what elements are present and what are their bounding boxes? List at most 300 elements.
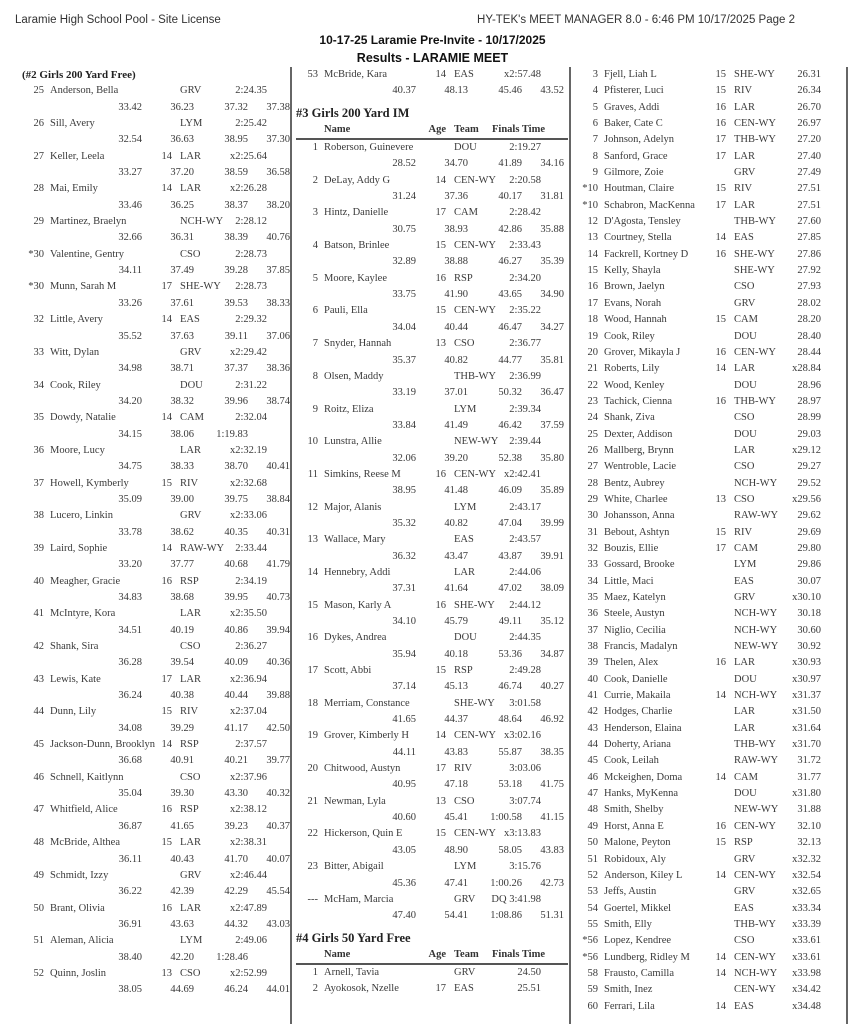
time-header: Finals Time xyxy=(492,123,545,135)
split-4: 39.94 xyxy=(266,624,290,636)
swimmer-name: Olsen, Maddy xyxy=(324,370,384,382)
place: 48 xyxy=(587,804,598,816)
swimmer-name: Brown, Jaelyn xyxy=(604,281,665,293)
result-row xyxy=(296,303,568,319)
split-2: 43.63 xyxy=(170,918,194,930)
place: 30 xyxy=(587,510,598,522)
column-header-row xyxy=(296,947,568,965)
team: DOU xyxy=(734,788,757,800)
swimmer-name: Hickerson, Quin E xyxy=(324,828,403,840)
split-2: 48.90 xyxy=(444,844,468,856)
team: THB-WY xyxy=(734,216,776,228)
swimmer-name: DeLay, Addy G xyxy=(324,174,391,186)
place: 3 xyxy=(312,207,318,219)
place: 3 xyxy=(592,69,598,80)
age: 16 xyxy=(161,804,172,816)
finals-time: 32.10 xyxy=(797,820,821,832)
team: CSO xyxy=(734,935,755,947)
swimmer-name: Wallace, Mary xyxy=(324,534,386,546)
result-row xyxy=(22,966,290,982)
swimmer-name: Cook, Danielle xyxy=(604,673,668,685)
result-row xyxy=(22,312,290,328)
swimmer-name: Steele, Austyn xyxy=(604,608,665,620)
splits-row xyxy=(22,100,290,116)
split-2: 47.18 xyxy=(444,779,468,791)
team: CEN-WY xyxy=(454,828,496,840)
split-3: 39.28 xyxy=(224,265,248,277)
swimmer-name: Grover, Kimberly H xyxy=(324,730,410,742)
finals-time: x32.32 xyxy=(792,853,821,865)
swimmer-name: Hintz, Danielle xyxy=(324,207,389,219)
team: EAS xyxy=(734,575,754,587)
age: 13 xyxy=(435,795,446,807)
split-3: 39.53 xyxy=(224,297,248,309)
place: 54 xyxy=(587,902,598,914)
result-row xyxy=(576,132,848,148)
splits-row xyxy=(296,156,568,172)
result-row xyxy=(576,361,848,377)
team: LAR xyxy=(734,657,755,669)
split-4: 34.27 xyxy=(540,321,564,333)
team: RSP xyxy=(180,739,199,751)
finals-time: x2:57.48 xyxy=(503,69,541,80)
team: CEN-WY xyxy=(734,951,776,963)
split-4: 39.77 xyxy=(266,755,290,767)
age: 16 xyxy=(715,657,726,669)
split-1: 36.87 xyxy=(118,820,142,832)
split-3: 52.38 xyxy=(498,452,522,464)
split-2: 36.31 xyxy=(170,232,194,244)
place: 26 xyxy=(33,118,44,130)
splits-row xyxy=(296,712,568,728)
splits-row xyxy=(22,492,290,508)
place: 38 xyxy=(33,510,44,522)
age: 14 xyxy=(715,967,726,979)
result-row xyxy=(576,345,848,361)
team: EAS xyxy=(734,232,754,244)
team: CAM xyxy=(734,314,758,326)
place: 44 xyxy=(33,706,44,718)
team: NCH-WY xyxy=(734,624,778,636)
result-row xyxy=(576,950,848,966)
split-4: 45.54 xyxy=(266,886,290,898)
finals-time: x2:32.68 xyxy=(229,477,267,489)
split-3: 46.24 xyxy=(224,984,248,996)
result-row xyxy=(576,590,848,606)
swimmer-name: Bentz, Aubrey xyxy=(604,477,665,489)
finals-time: x31.37 xyxy=(792,690,821,702)
team: LYM xyxy=(454,501,477,513)
split-2: 48.13 xyxy=(444,85,468,97)
splits-row xyxy=(22,819,290,835)
split-4: 39.91 xyxy=(540,550,564,562)
split-1: 35.09 xyxy=(118,493,142,505)
swimmer-name: Little, Avery xyxy=(50,314,103,326)
split-3: 39.96 xyxy=(224,395,248,407)
split-3: 38.95 xyxy=(224,134,248,146)
result-row xyxy=(296,532,568,548)
place: 41 xyxy=(587,690,598,702)
finals-time: x2:37.96 xyxy=(229,771,267,783)
finals-time: 28.97 xyxy=(797,395,821,407)
split-1: 32.89 xyxy=(392,256,416,268)
finals-time: 2:28.12 xyxy=(235,216,267,228)
team: LAR xyxy=(180,183,201,195)
split-2: 43.83 xyxy=(444,746,468,758)
split-2: 37.36 xyxy=(444,191,468,203)
swimmer-name: Jackson-Dunn, Brooklyn xyxy=(50,739,155,751)
age: 14 xyxy=(161,542,172,554)
place: 29 xyxy=(587,493,598,505)
team: SHE-WY xyxy=(454,697,495,709)
result-row xyxy=(576,966,848,982)
swimmer-name: Evans, Norah xyxy=(604,297,662,309)
split-4: 38.84 xyxy=(266,493,290,505)
team: LAR xyxy=(734,706,755,718)
result-row xyxy=(576,541,848,557)
split-2: 47.41 xyxy=(444,877,468,889)
swimmer-name: Tachick, Cienna xyxy=(604,395,673,407)
result-row xyxy=(576,214,848,230)
split-2: 36.25 xyxy=(170,199,194,211)
result-row xyxy=(576,672,848,688)
result-row xyxy=(296,238,568,254)
split-3: 47.04 xyxy=(498,517,522,529)
finals-time: 30.60 xyxy=(797,624,821,636)
team: RSP xyxy=(180,804,199,816)
team: RIV xyxy=(734,526,753,538)
swimmer-name: Batson, Brinlee xyxy=(324,240,390,252)
result-row xyxy=(576,198,848,214)
place: 9 xyxy=(592,167,598,179)
place: 29 xyxy=(33,216,44,228)
splits-row xyxy=(296,647,568,663)
split-1: 36.91 xyxy=(118,918,142,930)
split-2: 38.71 xyxy=(170,363,194,375)
swimmer-name: Francis, Madalyn xyxy=(604,641,678,653)
finals-time: 2:36.99 xyxy=(509,370,541,382)
team: THB-WY xyxy=(734,739,776,751)
column-divider xyxy=(569,67,571,1024)
result-row xyxy=(22,345,290,361)
place: 7 xyxy=(592,134,598,146)
column-3 xyxy=(576,67,848,1015)
place: 9 xyxy=(312,403,318,415)
split-4: 40.73 xyxy=(266,592,290,603)
finals-time: x31.64 xyxy=(792,722,821,734)
finals-time: 2:49.06 xyxy=(235,935,267,947)
splits-row xyxy=(22,165,290,181)
swimmer-name: Wentroble, Lacie xyxy=(604,461,677,473)
finals-time: 27.51 xyxy=(797,199,821,211)
place: 36 xyxy=(33,444,44,456)
team: EAS xyxy=(454,983,474,995)
swimmer-name: Snyder, Hannah xyxy=(324,338,392,350)
place: 36 xyxy=(587,608,598,620)
finals-time: 28.96 xyxy=(797,379,821,391)
finals-time: 28.20 xyxy=(797,314,821,326)
result-row xyxy=(22,574,290,590)
age: 14 xyxy=(161,314,172,326)
finals-time: x33.98 xyxy=(792,967,821,979)
finals-time: 2:19.27 xyxy=(509,142,541,154)
name-header: Name xyxy=(324,948,351,960)
place: 55 xyxy=(587,918,598,930)
team: RAW-WY xyxy=(734,755,779,767)
team: GRV xyxy=(454,893,476,905)
split-3: 44.32 xyxy=(224,918,248,930)
swimmer-name: White, Charlee xyxy=(604,493,668,505)
split-2: 40.82 xyxy=(444,354,468,366)
team: LAR xyxy=(180,608,201,620)
place: 23 xyxy=(587,395,598,407)
split-1: 34.04 xyxy=(392,321,416,333)
split-4: 51.31 xyxy=(540,910,564,922)
splits-row xyxy=(22,721,290,737)
split-3: 40.35 xyxy=(224,526,248,538)
age: 15 xyxy=(715,314,726,326)
team: LAR xyxy=(734,363,755,375)
split-2: 41.49 xyxy=(444,419,468,431)
finals-time: x2:25.64 xyxy=(229,150,267,162)
place: 33 xyxy=(587,559,598,571)
swimmer-name: Schmidt, Izzy xyxy=(50,869,109,881)
swimmer-name: Smith, Inez xyxy=(604,984,653,996)
result-row xyxy=(576,525,848,541)
swimmer-name: Ayokosok, Nzelle xyxy=(324,983,399,995)
finals-time: 28.99 xyxy=(797,412,821,424)
age: 15 xyxy=(435,305,446,317)
split-4: 42.73 xyxy=(540,877,564,889)
team: CEN-WY xyxy=(734,118,776,130)
result-row xyxy=(576,770,848,786)
split-4: 35.39 xyxy=(540,256,564,268)
splits-row xyxy=(22,459,290,475)
finals-time: x2:32.19 xyxy=(229,444,267,456)
split-1: 37.14 xyxy=(392,681,416,693)
splits-row xyxy=(22,361,290,377)
team: CEN-WY xyxy=(734,820,776,832)
split-3: 46.09 xyxy=(498,485,522,497)
age: 14 xyxy=(161,150,172,162)
split-3: 1:00.26 xyxy=(490,877,522,889)
place: 59 xyxy=(587,984,598,996)
finals-time: x32.54 xyxy=(792,869,821,881)
age: 15 xyxy=(715,69,726,80)
place: 47 xyxy=(33,804,44,816)
split-4: 42.50 xyxy=(266,722,290,734)
age: 14 xyxy=(715,363,726,375)
splits-row xyxy=(296,353,568,369)
result-row xyxy=(296,598,568,614)
result-row xyxy=(22,541,290,557)
place: 21 xyxy=(587,363,598,375)
swimmer-name: Valentine, Gentry xyxy=(50,248,125,260)
split-1: 33.46 xyxy=(118,199,142,211)
finals-time: 27.86 xyxy=(797,248,821,260)
finals-time: 27.40 xyxy=(797,150,821,162)
result-row xyxy=(576,688,848,704)
finals-time: 27.92 xyxy=(797,265,821,277)
split-4: 40.37 xyxy=(266,820,290,832)
swimmer-name: Lunstra, Allie xyxy=(324,436,382,448)
split-4: 43.52 xyxy=(540,85,564,97)
place: 4 xyxy=(312,240,318,252)
age: 14 xyxy=(715,951,726,963)
team: GRV xyxy=(180,85,202,97)
age: 14 xyxy=(161,739,172,751)
split-3: 41.89 xyxy=(498,158,522,170)
finals-time: 2:43.57 xyxy=(509,534,541,546)
swimmer-name: Baker, Cate C xyxy=(604,118,663,130)
place: 47 xyxy=(587,788,598,800)
place: 13 xyxy=(307,534,318,546)
result-row xyxy=(576,410,848,426)
result-row xyxy=(22,737,290,753)
result-row xyxy=(296,402,568,418)
place: 52 xyxy=(587,869,598,881)
finals-time: 29.62 xyxy=(797,510,821,522)
result-row xyxy=(576,704,848,720)
split-4: 34.16 xyxy=(540,158,564,170)
split-3: 38.70 xyxy=(224,461,248,473)
swimmer-name: Smith, Elly xyxy=(604,918,652,930)
place: 39 xyxy=(33,542,44,554)
result-row xyxy=(576,623,848,639)
result-row xyxy=(22,933,290,949)
result-row xyxy=(296,696,568,712)
split-3: 38.37 xyxy=(224,199,248,211)
place: 26 xyxy=(587,444,598,456)
finals-time: 28.40 xyxy=(797,330,821,342)
swimmer-name: Little, Maci xyxy=(604,575,654,587)
age: 16 xyxy=(715,248,726,260)
result-row xyxy=(296,565,568,581)
result-row xyxy=(576,476,848,492)
finals-time: 2:44.06 xyxy=(509,566,541,578)
swimmer-name: Mckeighen, Doma xyxy=(604,771,683,783)
split-1: 33.75 xyxy=(392,289,416,301)
team: DOU xyxy=(734,330,757,342)
splits-row xyxy=(296,777,568,793)
place: 12 xyxy=(587,216,598,228)
result-row xyxy=(22,378,290,394)
swimmer-name: Robidoux, Aly xyxy=(604,853,666,865)
team: NCH-WY xyxy=(734,690,778,702)
team: NEW-WY xyxy=(734,804,779,816)
column-header-row xyxy=(296,122,568,140)
swimmer-name: Schnell, Kaitlynn xyxy=(50,771,124,783)
split-4: 37.38 xyxy=(266,101,290,113)
swimmer-name: Bitter, Abigail xyxy=(324,861,384,873)
result-row xyxy=(576,116,848,132)
finals-time: DQ 3:41.98 xyxy=(491,893,541,905)
team: CEN-WY xyxy=(734,869,776,881)
split-1: 38.40 xyxy=(118,951,142,963)
split-4: 41.79 xyxy=(266,559,290,571)
swimmer-name: Brant, Olivia xyxy=(50,902,105,914)
place: 28 xyxy=(33,183,44,195)
team: RSP xyxy=(454,665,473,677)
place: 32 xyxy=(33,314,44,326)
swimmer-name: McBride, Kara xyxy=(324,69,387,80)
splits-row xyxy=(296,679,568,695)
swimmer-name: Dunn, Lily xyxy=(50,706,97,718)
finals-time: 2:28.42 xyxy=(509,207,541,219)
split-1: 33.78 xyxy=(118,526,142,538)
result-row xyxy=(576,279,848,295)
split-4: 41.15 xyxy=(540,812,564,824)
splits-row xyxy=(22,950,290,966)
result-row xyxy=(22,704,290,720)
place: 27 xyxy=(587,461,598,473)
team: RIV xyxy=(180,477,199,489)
age: 17 xyxy=(435,983,446,995)
split-1: 36.11 xyxy=(118,853,142,865)
split-3: 40.86 xyxy=(224,624,248,636)
result-row xyxy=(576,263,848,279)
result-row xyxy=(22,868,290,884)
split-4: 39.88 xyxy=(266,690,290,702)
split-4: 35.89 xyxy=(540,485,564,497)
event-title: #3 Girls 200 Yard IM xyxy=(296,105,410,120)
split-3: 41.17 xyxy=(224,722,248,734)
splits-row xyxy=(22,852,290,868)
swimmer-name: Laird, Sophie xyxy=(50,542,108,554)
result-row xyxy=(576,574,848,590)
split-3: 53.36 xyxy=(498,648,522,660)
swimmer-name: Martinez, Braelyn xyxy=(50,216,127,228)
result-row xyxy=(576,982,848,998)
split-2: 43.47 xyxy=(444,550,468,562)
place: 12 xyxy=(307,501,318,513)
swimmer-name: Henderson, Elaina xyxy=(604,722,682,734)
result-row xyxy=(576,557,848,573)
swimmer-name: Witt, Dylan xyxy=(50,346,100,358)
team: LAR xyxy=(180,902,201,914)
team: NCH-WY xyxy=(734,608,778,620)
split-1: 34.11 xyxy=(118,265,142,277)
age: 16 xyxy=(161,902,172,914)
swimmer-name: Mason, Karly A xyxy=(324,599,392,611)
software-info: HY-TEK's MEET MANAGER 8.0 - 6:46 PM 10/17/2025 Page 2 xyxy=(477,14,795,26)
split-1: 34.51 xyxy=(118,624,142,636)
team: DOU xyxy=(734,428,757,440)
split-4: 35.81 xyxy=(540,354,564,366)
swimmer-name: Roberson, Guinevere xyxy=(324,142,414,154)
team: GRV xyxy=(734,592,756,603)
place: 51 xyxy=(33,935,44,947)
split-1: 47.40 xyxy=(392,910,416,922)
result-row xyxy=(22,770,290,786)
split-2: 37.63 xyxy=(170,330,194,342)
split-2: 41.65 xyxy=(170,820,194,832)
result-row xyxy=(22,410,290,426)
split-3: 37.37 xyxy=(224,363,248,375)
split-1: 34.15 xyxy=(118,428,142,440)
finals-time: 32.13 xyxy=(797,837,821,849)
team: CSO xyxy=(454,795,475,807)
result-row xyxy=(296,467,568,483)
split-3: 41.70 xyxy=(224,853,248,865)
place: 16 xyxy=(307,632,318,644)
place: 41 xyxy=(33,608,44,620)
split-3: 42.29 xyxy=(224,886,248,898)
place: 5 xyxy=(592,101,598,113)
split-4: 40.76 xyxy=(266,232,290,244)
team: LAR xyxy=(180,673,201,685)
result-row xyxy=(22,247,290,263)
